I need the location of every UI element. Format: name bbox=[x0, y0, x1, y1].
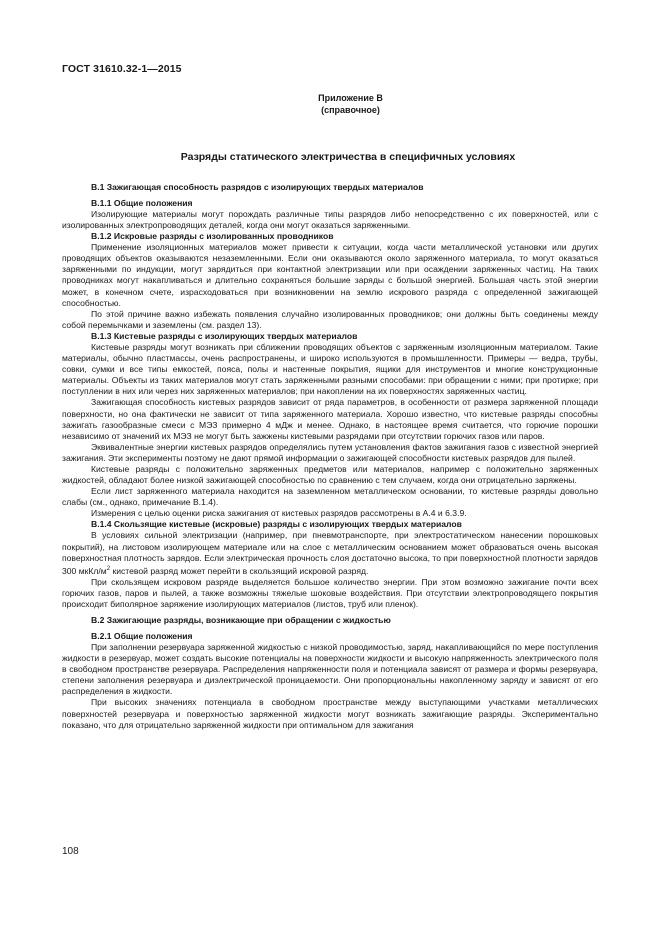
paragraph: Изолирующие материалы могут порождать различные типы разрядов либо непосредственно с их поверхностей, или с изолированных электропроводящих деталей, когда они могут оказаться заряженными. bbox=[62, 209, 598, 231]
paragraph: Кистевые разряды с положительно заряженных предметов или материалов, например с положительно заряженных жидкостей, обладают более низкой зажигающей способностью по сравнению с тем случаем, когда они отрицательно заряжены. bbox=[62, 463, 598, 486]
superscript: 2 bbox=[106, 565, 111, 572]
paragraph: По этой причине важно избежать появления случайно изолированных проводников; они должны быть соединены между собой перемычками и заземлены (см. раздел 13). bbox=[62, 308, 598, 330]
document-header: ГОСТ 31610.32-1—2015 bbox=[62, 63, 182, 75]
paragraph: Если лист заряженного материала находится на заземленном металлическом основании, то кистевые разряды довольно слабы (см., однако, примечание В.1.4). bbox=[62, 486, 598, 508]
paragraph-text: В условиях сильной электризации (например, при пневмотранспорте, при электростатическом нанесении порошковых покрытий), на листовом изолирующем материале или на слое с металлическим основанием может образоваться очень высокая поверхностная плотность зарядов. Если электрическая прочность слоя достаточно высока, то при поверхностной плотности зарядов 300 мкКл/м bbox=[62, 530, 598, 576]
paragraph: Измерения с целью оценки риска зажигания от кистевых разрядов рассмотрены в А.4 и 6.3.9. bbox=[91, 508, 467, 519]
appendix-subtitle: (справочное) bbox=[321, 105, 380, 115]
subsection-heading-b1-1: В.1.1 Общие положения bbox=[91, 198, 193, 208]
appendix-title: Приложение В bbox=[318, 93, 383, 103]
page-number: 108 bbox=[62, 846, 79, 857]
subsection-heading-b1-2: В.1.2 Искровые разряды с изолированных проводников bbox=[91, 231, 334, 242]
paragraph: При заполнении резервуара заряженной жидкостью с низкой проводимостью, заряд, накапливающийся по мере поступления жидкости в резервуар, может создать высокие потенциалы на поверхности жидкости и высокую напряженность электрического поля в свободном пространстве резервуара. Распределения напряженности поля и потенциала зависят от размера и формы резервуара, степени заполнения резервуара и диэлектрической проницаемости. Они пропорциональны накопленному заряду и зависят от его распределения в жидкости. bbox=[62, 641, 598, 697]
paragraph bbox=[62, 530, 598, 576]
paragraph: При скользящем искровом разряде выделяется большое количество энергии. При этом возможно зажигание почти всех горючих газов, паров и пылей, а также возможны тяжелые шоковые воздействия. При отсутствии электропроводящего покрытия происходит биполярное заряжение изолирующих материалов (листов, труб или пленок). bbox=[62, 576, 598, 609]
paragraph: Применение изоляционных материалов может привести к ситуации, когда части металлической установки или других проводящих объектов оказываются незаземленными. Если они оказываются около заряженного материала, то могут оказаться заряженными по индукции, могут зарядиться при контактной электризации или при осаждении заряженных частиц. На таких проводниках могут накапливаться и длительно сохраняться большие заряды с большой энергией. Большая часть этой энергии может, в конечном счете, израсходоваться при возникновении на землю искрового разряда с определенной зажигающей способностью. bbox=[62, 242, 598, 308]
appendix-heading bbox=[0, 92, 661, 116]
document-body bbox=[62, 182, 598, 731]
subsection-heading-b2-1: В.2.1 Общие положения bbox=[91, 630, 193, 641]
section-heading-b1: В.1 Зажигающая способность разрядов с изолирующих твердых материалов bbox=[91, 182, 424, 192]
paragraph: При высоких значениях потенциала в свободном пространстве между выступающими участками металлических поверхностей резервуара и поверхностью заряженной жидкости могут возникать зажигающие разряды. Экспериментально показано, что для отрицательно заряженной жидкости при оптимальном для зажигания bbox=[62, 697, 598, 730]
paragraph: Кистевые разряды могут возникать при сближении проводящих объектов с заряженным изоляционным материалом. Такие материалы, обычно пластмассы, очень распространены, и широко используются в промышленности. Примеры — ведра, трубы, совки, сумки и все типы емкостей, пояса, полы и настенные покрытия, ящики для инструментов и многие конструкционные материалы. Объекты из таких материалов могут стать заряженными разными способами: при обращении с ними; при протирке; при поступлении в них или через них заряженных материалов; при накоплении на их поверхностях заряженных частиц. bbox=[62, 341, 598, 397]
section-heading-b2: В.2 Зажигающие разряды, возникающие при обращении с жидкостью bbox=[91, 614, 391, 625]
subsection-heading-b1-3: В.1.3 Кистевые разряды с изолирующих твердых материалов bbox=[91, 330, 358, 341]
paragraph: Зажигающая способность кистевых разрядов зависит от ряда параметров, в особенности от размера заряженной площади поверхности, но она фактически не зависит от типа заряженного материала. Хорошо известно, что кистевые разряды способны зажигать газообразные смеси с МЭЗ примерно 4 мДж и менее. Однако, в настоящее время считается, что горючие порошки независимо от значений их МЭЗ не могут быть зажжены кистевыми разрядами при отсутствии горючих газов или паров. bbox=[62, 397, 598, 441]
document-title: Разряды статического электричества в специфичных условиях bbox=[180, 151, 516, 163]
paragraph-text: кистевой разряд может перейти в скользящий искровой разряд. bbox=[110, 565, 369, 576]
paragraph: Эквивалентные энергии кистевых разрядов определялись путем установления фактов зажигания газов с известной энергией зажигания. Эти эксперименты поэтому не дают прямой информации о зажигающей способности кистевых разрядов для пылей. bbox=[62, 441, 598, 463]
subsection-heading-b1-4: В.1.4 Скользящие кистевые (искровые) разряды с изолирующих твердых материалов bbox=[91, 519, 462, 530]
